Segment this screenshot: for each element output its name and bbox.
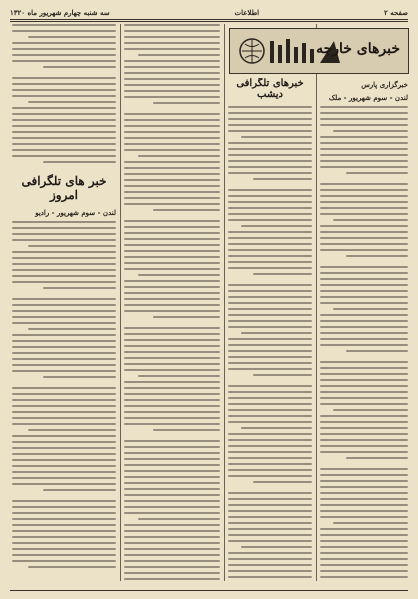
headline-last-night: خبرهای تلگرافی دیشب	[236, 78, 304, 100]
newspaper-name: اطلاعات	[234, 7, 260, 17]
column-middle-left	[124, 24, 220, 581]
column-divider	[120, 24, 121, 581]
news-agency-lead: خبرگزاری پارس	[361, 80, 408, 89]
headline-today: خبر های تلگرافی امروز	[21, 174, 107, 202]
page-number: صفحه ۲	[384, 7, 408, 17]
column-left	[12, 24, 116, 581]
column-divider	[224, 24, 225, 581]
running-header	[10, 6, 408, 18]
column-divider	[316, 24, 317, 581]
dateline-right: لندن - سوم شهریور - ملک	[328, 93, 408, 102]
header-rule	[10, 19, 408, 20]
column-right	[320, 78, 408, 581]
header-rule-double	[10, 21, 408, 22]
issue-date: سه شنبه چهارم شهریور ماه ۱۳۲۰	[10, 7, 110, 17]
column-middle-right	[228, 78, 312, 581]
foreign-news-banner	[229, 28, 409, 74]
dateline-today: لندن - سوم شهریور - رادیو	[35, 208, 116, 217]
footer-rule	[10, 590, 408, 591]
banner-title: خبرهای خارجه	[316, 41, 400, 57]
